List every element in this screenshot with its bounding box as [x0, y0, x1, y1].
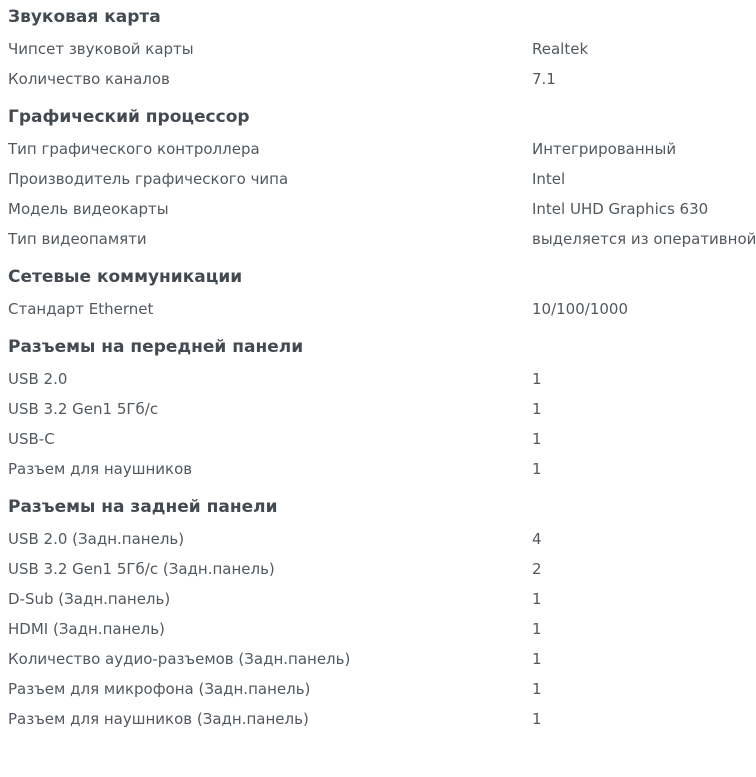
spec-value: 1: [532, 620, 542, 638]
spec-row: [8, 294, 756, 324]
spec-value: 7.1: [532, 70, 556, 88]
spec-label: USB 3.2 Gen1 5Гб/с: [8, 400, 159, 418]
spec-label: Разъем для микрофона (Задн.панель): [8, 680, 311, 698]
section-title: Разъемы на задней панели: [8, 497, 278, 517]
spec-label: Тип видеопамяти: [8, 230, 147, 248]
spec-value: 1: [532, 590, 542, 608]
spec-value: 1: [532, 430, 542, 448]
spec-row: [8, 164, 756, 194]
spec-row: [8, 524, 756, 554]
spec-value: 2: [532, 560, 542, 578]
section-title: Разъемы на передней панели: [8, 337, 304, 357]
spec-row: [8, 454, 756, 484]
section-sound-card: [8, 5, 756, 94]
spec-row: [8, 644, 756, 674]
spec-value: Realtek: [532, 40, 589, 58]
spec-row: [8, 194, 756, 224]
spec-label: Количество каналов: [8, 70, 170, 88]
spec-row: [8, 64, 756, 94]
spec-value: 1: [532, 460, 542, 478]
spec-label: Количество аудио-разъемов (Задн.панель): [8, 650, 351, 668]
spec-value: Интегрированный: [532, 140, 677, 158]
spec-row: [8, 224, 756, 254]
section-front-ports: [8, 335, 756, 484]
section-title: Сетевые коммуникации: [8, 267, 243, 287]
spec-value: Intel: [532, 170, 566, 188]
spec-row: [8, 424, 756, 454]
spec-label: USB 3.2 Gen1 5Гб/с (Задн.панель): [8, 560, 275, 578]
spec-value: 1: [532, 710, 542, 728]
spec-value: 1: [532, 400, 542, 418]
specifications-list: [8, 5, 756, 734]
section-rear-ports: [8, 495, 756, 734]
spec-label: Стандарт Ethernet: [8, 300, 154, 318]
spec-row: [8, 584, 756, 614]
section-title: Графический процессор: [8, 107, 250, 127]
spec-label: Чипсет звуковой карты: [8, 40, 194, 58]
section-network: [8, 265, 756, 324]
spec-label: USB 2.0 (Задн.панель): [8, 530, 185, 548]
spec-value: Intel UHD Graphics 630: [532, 200, 709, 218]
spec-label: Производитель графического чипа: [8, 170, 289, 188]
spec-row: [8, 34, 756, 64]
spec-label: Разъем для наушников (Задн.панель): [8, 710, 309, 728]
section-title: Звуковая карта: [8, 7, 161, 27]
spec-value: выделяется из оперативной: [532, 230, 756, 248]
spec-value: 4: [532, 530, 542, 548]
spec-label: D-Sub (Задн.панель): [8, 590, 171, 608]
spec-row: [8, 134, 756, 164]
spec-label: Разъем для наушников: [8, 460, 193, 478]
spec-row: [8, 614, 756, 644]
spec-row: [8, 364, 756, 394]
spec-row: [8, 554, 756, 584]
spec-label: USB 2.0: [8, 370, 68, 388]
spec-value: 1: [532, 680, 542, 698]
spec-row: [8, 674, 756, 704]
spec-value: 1: [532, 650, 542, 668]
spec-label: HDMI (Задн.панель): [8, 620, 165, 638]
spec-value: 10/100/1000: [532, 300, 628, 318]
spec-label: Модель видеокарты: [8, 200, 169, 218]
section-gpu: [8, 105, 756, 254]
spec-row: [8, 394, 756, 424]
spec-label: Тип графического контроллера: [8, 140, 260, 158]
spec-value: 1: [532, 370, 542, 388]
spec-label: USB-C: [8, 430, 55, 448]
spec-row: [8, 704, 756, 734]
